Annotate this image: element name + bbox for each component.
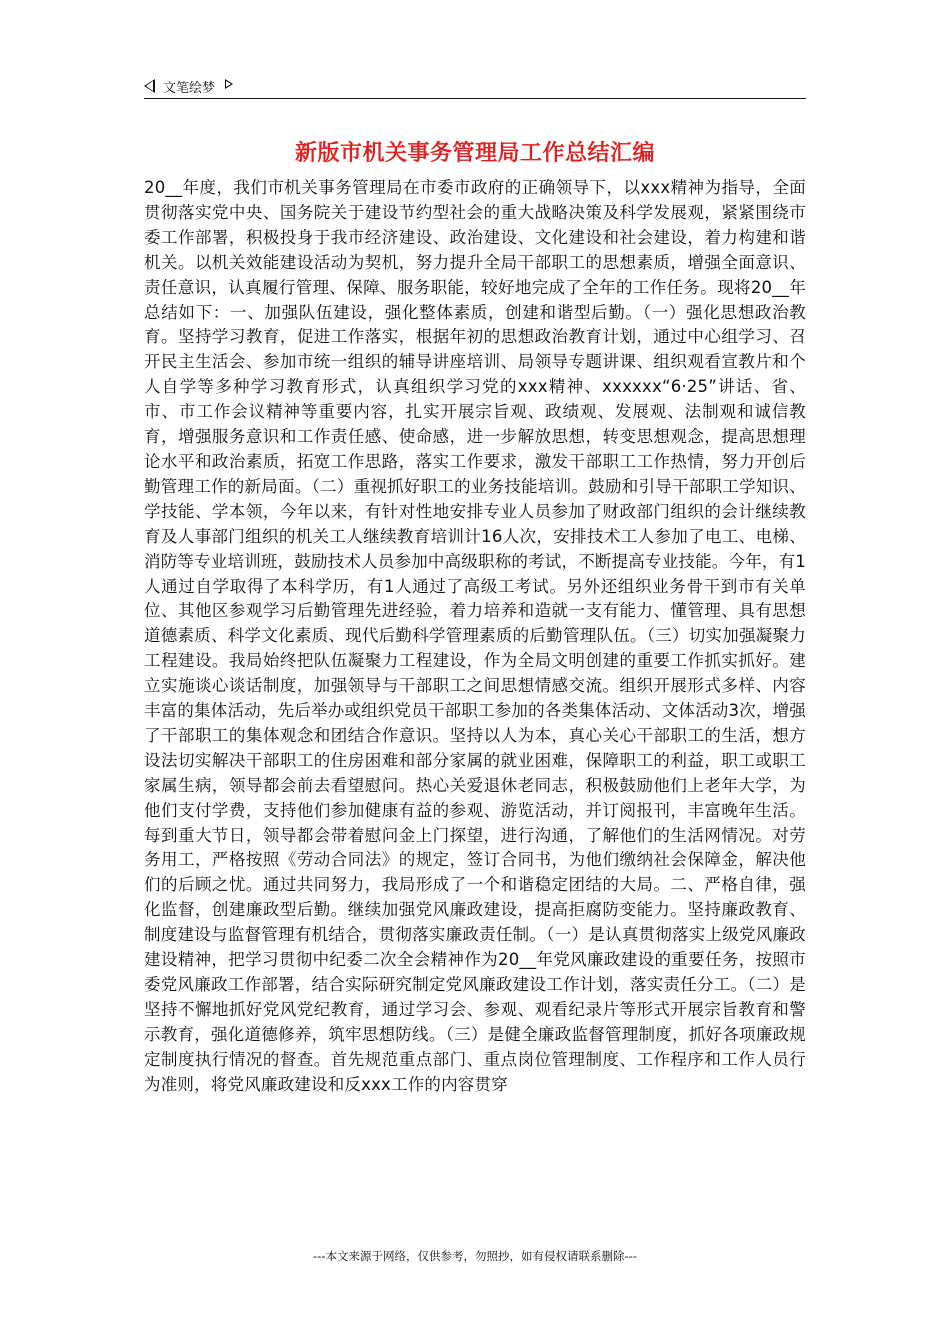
document-body: 20__年度，我们市机关事务管理局在市委市政府的正确领导下，以xxx精神为指导，全面贯彻落实党中央、国务院关于建设节约型社会的重大战略决策及科学发展观，紧紧围绕市委工作部署，积极投身于我市经济建设、政治建设、文化建设和社会建设，着力构建和谐机关。以机关效能建设活动为契机，努力提升全局干部职工的思想素质，增强全面意识、责任意识，认真履行管理、保障、服务职能，较好地完成了全年的工作任务。现将20__年总结如下：一、加强队伍建设，强化整体素质，创建和谐型后勤。（一）强化思想政治教育。坚持学习教育，促进工作落实，根据年初的思想政治教育计划，通过中心组学习、召开民主生活会、参加市统一组织的辅导讲座培训、局领导专题讲课、组织观看宣教片和个人自学等多种学习教育形式，认真组织学习党的xxx精神、xxxxxx“6·25”讲话、省、市、市工作会议精神等重要内容，扎实开展宗旨观、政绩观、发展观、法制观和诚信教育，增强服务意识和工作责任感、使命感，进一步解放思想，转变思想观念，提高思想理论水平和政治素质，拓宽工作思路，落实工作要求，激发干部职工工作热情，努力开创后勤管理工作的新局面。（二）重视抓好职工的业务技能培训。鼓励和引导干部职工学知识、学技能、学本领，今年以来，有针对性地安排专业人员参加了财政部门组织的会计继续教育及人事部门组织的机关工人继续教育培训计16人次，安排技术工人参加了电工、电梯、消防等专业培训班，鼓励技术人员参加中高级职称的考试，不断提高专业技能。今年，有1人通过自学取得了本科学历，有1人通过了高级工考试。另外还组织业务骨干到市有关单位、其他区参观学习后勤管理先进经验，着力培养和造就一支有能力、懂管理、具有思想道德素质、科学文化素质、现代后勤科学管理素质的后勤管理队伍。（三）切实加强凝聚力工程建设。我局始终把队伍凝聚力工程建设，作为全局文明创建的重要工作抓实抓好。建立实施谈心谈话制度，加强领导与干部职工之间思想情感交流。组织开展形式多样、内容丰富的集体活动，先后举办或组织党员干部职工参加的各类集体活动、文体活动3次，增强了干部职工的集体观念和团结合作意识。坚持以人为本，真心关心干部职工的生活，想方设法切实解决干部职工的住房困难和部分家属的就业困难，保障职工的利益，职工或职工家属生病，领导都会前去看望慰问。热心关爱退休老同志，积极鼓励他们上老年大学，为他们支付学费，支持他们参加健康有益的参观、游览活动，并订阅报刊，丰富晚年生活。每到重大节日，领导都会带着慰问金上门探望，进行沟通，了解他们的生活网情况。对劳务用工，严格按照《劳动合同法》的规定，签订合同书，为他们缴纳社会保障金，解决他们的后顾之忧。通过共同努力，我局形成了一个和谐稳定团结的大局。二、严格自律，强化监督，创建廉政型后勤。继续加强党风廉政建设，提高拒腐防变能力。坚持廉政教育、制度建设与监督管理有机结合，贯彻落实廉政责任制。（一）是认真贯彻落实上级党风廉政建设精神，把学习贯彻中纪委二次全会精神作为20__年党风廉政建设的重要任务，按照市委党风廉政工作部署，结合实际研究制定党风廉政建设工作计划，落实责任分工。（二）是坚持不懈地抓好党风党纪教育，通过学习会、参观、观看纪录片等形式开展宗旨教育和警示教育，强化道德修养，筑牢思想防线。（三）是健全廉政监督管理制度，抓好各项廉政规定制度执行情况的督查。首先规范重点部门、重点岗位管理制度、工作程序和工作人员行为准则，将党风廉政建设和反xxx工作的内容贯穿 xyxy=(144,178,806,1094)
header-divider xyxy=(144,98,806,99)
footer-notice: ---本文来源于网络，仅供参考，勿照抄，如有侵权请联系删除--- xyxy=(313,1249,637,1263)
document-title: 新版市机关事务管理局工作总结汇编 xyxy=(294,141,655,166)
header-brand: 文笔绘梦 xyxy=(163,80,216,96)
triangle-left-icon xyxy=(144,79,155,93)
triangle-right-icon xyxy=(225,79,233,89)
page-header xyxy=(144,74,806,98)
